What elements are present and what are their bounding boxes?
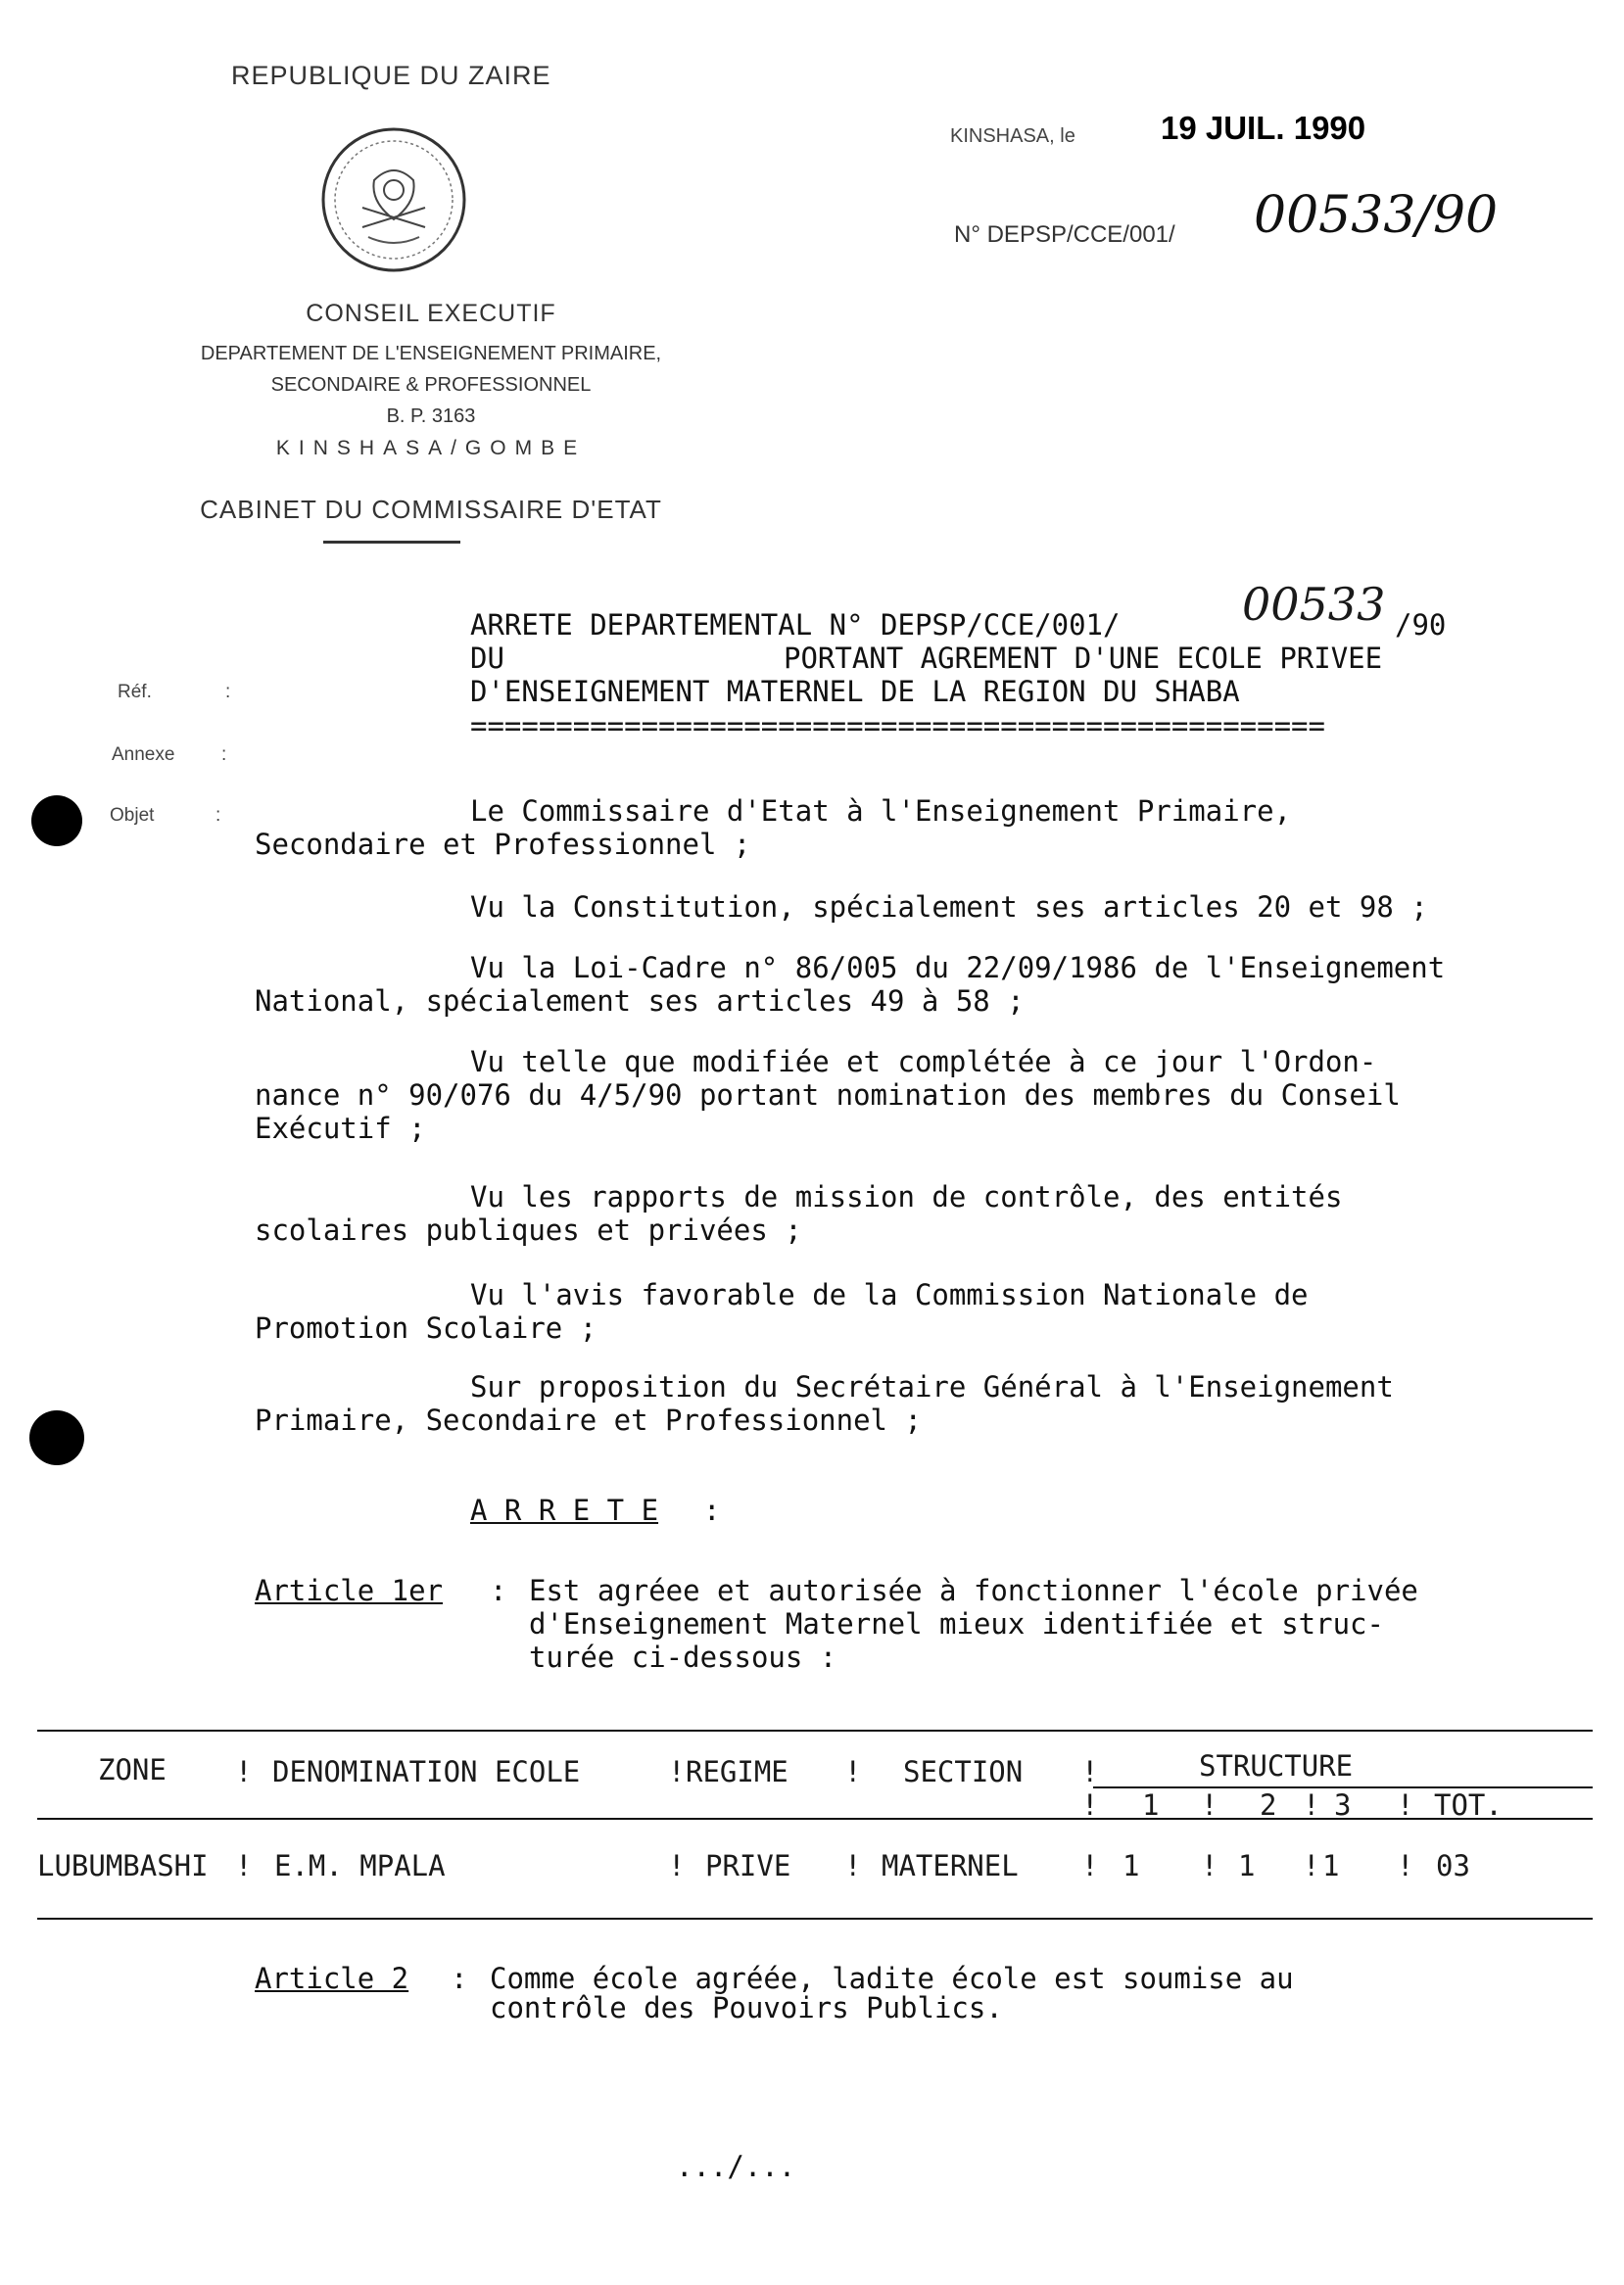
arrete-heading: A R R E T E [470, 1494, 659, 1527]
article-1-label: Article 1er [255, 1574, 444, 1607]
cell-denomination: E.M. MPALA [274, 1849, 446, 1882]
column-separator: ! [1397, 1849, 1414, 1882]
cell-section: MATERNEL [882, 1849, 1019, 1882]
handwritten-reference-number: 00533/90 [1254, 186, 1499, 245]
article-2-label: Article 2 [255, 1962, 409, 1995]
table-rule-header [37, 1818, 1593, 1820]
column-separator: ! [1303, 1849, 1320, 1882]
title-line-1-suffix: /90 [1395, 608, 1447, 642]
title-line-1: ARRETE DEPARTEMENTAL N° DEPSP/CCE/001/ [470, 608, 1121, 642]
recital-rapports: Vu les rapports de mission de contrôle, des entités [470, 1180, 1343, 1214]
column-separator: ! [235, 1849, 253, 1882]
recital-constitution: Vu la Constitution, spécialement ses articles 20 et 98 ; [470, 890, 1428, 924]
table-header-section: SECTION [903, 1755, 1024, 1788]
preamble-line: Le Commissaire d'Etat à l'Enseignement Primaire, [470, 794, 1292, 828]
recital-loi-cadre: Vu la Loi-Cadre n° 86/005 du 22/09/1986 de l'Enseignement [470, 951, 1446, 984]
recital-avis: Vu l'avis favorable de la Commission Nationale de [470, 1278, 1309, 1311]
coat-of-arms-seal [319, 125, 468, 274]
margin-annexe-label: Annexe [112, 744, 175, 765]
recital-ordonnance: nance n° 90/076 du 4/5/90 portant nomination des membres du Conseil [255, 1078, 1401, 1112]
table-rule-top [37, 1730, 1593, 1732]
article-1-text: turée ci-dessous : [529, 1641, 837, 1674]
arrete-colon: : [703, 1494, 721, 1527]
column-separator: ! [1081, 1788, 1099, 1822]
title-separator: ================================================== [470, 709, 1325, 742]
table-header-structure-1: 1 [1142, 1788, 1160, 1822]
punch-hole [29, 1410, 84, 1465]
department-line-2: SECONDAIRE & PROFESSIONNEL [270, 374, 592, 396]
column-separator: ! [1201, 1849, 1218, 1882]
recital-ordonnance: Vu telle que modifiée et complétée à ce jour l'Ordon- [470, 1045, 1377, 1078]
article-2-text: Comme école agréée, ladite école est soumise au [490, 1962, 1294, 1995]
column-separator: ! [1081, 1849, 1099, 1882]
column-separator: ! [844, 1755, 862, 1788]
article-2-text: contrôle des Pouvoirs Publics. [490, 1991, 1003, 2024]
recital-proposition: Sur proposition du Secrétaire Général à l'Enseignement [470, 1370, 1394, 1404]
recital-rapports: scolaires publiques et privées ; [255, 1214, 802, 1247]
margin-objet-label: Objet [110, 805, 155, 826]
margin-annexe-colon: : [221, 744, 227, 765]
title-line-2: PORTANT AGREMENT D'UNE ECOLE PRIVEE [784, 642, 1383, 675]
po-box: B. P. 3163 [386, 405, 476, 427]
cell-zone: LUBUMBASHI [37, 1849, 209, 1882]
column-separator: ! [1081, 1755, 1099, 1788]
cabinet-heading: CABINET DU COMMISSAIRE D'ETAT [200, 495, 662, 524]
recital-avis: Promotion Scolaire ; [255, 1311, 597, 1345]
table-header-structure: STRUCTURE [1199, 1749, 1354, 1783]
table-header-structure-2: 2 [1260, 1788, 1277, 1822]
table-header-denomination: DENOMINATION ECOLE [272, 1755, 581, 1788]
cell-structure-3: 1 [1322, 1849, 1340, 1882]
page-continuation: .../... [676, 2150, 796, 2183]
table-header-total: TOT. [1434, 1788, 1503, 1822]
recital-ordonnance: Exécutif ; [255, 1112, 426, 1145]
margin-objet-colon: : [215, 805, 221, 826]
republic-heading: REPUBLIQUE DU ZAIRE [231, 61, 551, 90]
date-stamp: 19 JUIL. 1990 [1161, 110, 1366, 146]
punch-hole [31, 795, 82, 846]
cell-regime: PRIVE [705, 1849, 791, 1882]
column-separator: ! [668, 1755, 686, 1788]
cell-structure-1: 1 [1122, 1849, 1140, 1882]
cabinet-underline [323, 541, 460, 544]
recital-loi-cadre: National, spécialement ses articles 49 à 58 ; [255, 984, 1025, 1018]
article-1-colon: : [490, 1574, 507, 1607]
preamble-line: Secondaire et Professionnel ; [255, 828, 751, 861]
margin-ref-label: Réf. [118, 682, 152, 702]
cell-structure-2: 1 [1238, 1849, 1256, 1882]
title-du: DU [470, 642, 504, 675]
table-header-regime: REGIME [686, 1755, 788, 1788]
column-separator: ! [668, 1849, 686, 1882]
table-header-zone: ZONE [98, 1753, 167, 1786]
cell-total: 03 [1436, 1849, 1470, 1882]
department-line-1: DEPARTEMENT DE L'ENSEIGNEMENT PRIMAIRE, [200, 343, 662, 364]
title-line-3: D'ENSEIGNEMENT MATERNEL DE LA REGION DU SHABA [470, 675, 1240, 708]
article-1-text: d'Enseignement Maternel mieux identifiée et struc- [529, 1607, 1384, 1641]
article-1-text: Est agréee et autorisée à fonctionner l'école privée [529, 1574, 1418, 1607]
place-label: KINSHASA, le [950, 125, 1075, 147]
column-separator: ! [844, 1849, 862, 1882]
reference-prefix: N° DEPSP/CCE/001/ [954, 221, 1175, 248]
council-heading: CONSEIL EXECUTIF [306, 300, 556, 327]
city-line: KINSHASA/GOMBE [275, 437, 587, 459]
table-header-structure-3: 3 [1334, 1788, 1352, 1822]
margin-ref-colon: : [225, 682, 231, 702]
column-separator: ! [1397, 1788, 1414, 1822]
column-separator: ! [1201, 1788, 1218, 1822]
column-separator: ! [1303, 1788, 1320, 1822]
column-separator: ! [235, 1755, 253, 1788]
article-2-colon: : [451, 1962, 468, 1995]
recital-proposition: Primaire, Secondaire et Professionnel ; [255, 1404, 922, 1437]
handwritten-arrete-number: 00533 [1242, 578, 1386, 631]
table-rule-bottom [37, 1918, 1593, 1920]
